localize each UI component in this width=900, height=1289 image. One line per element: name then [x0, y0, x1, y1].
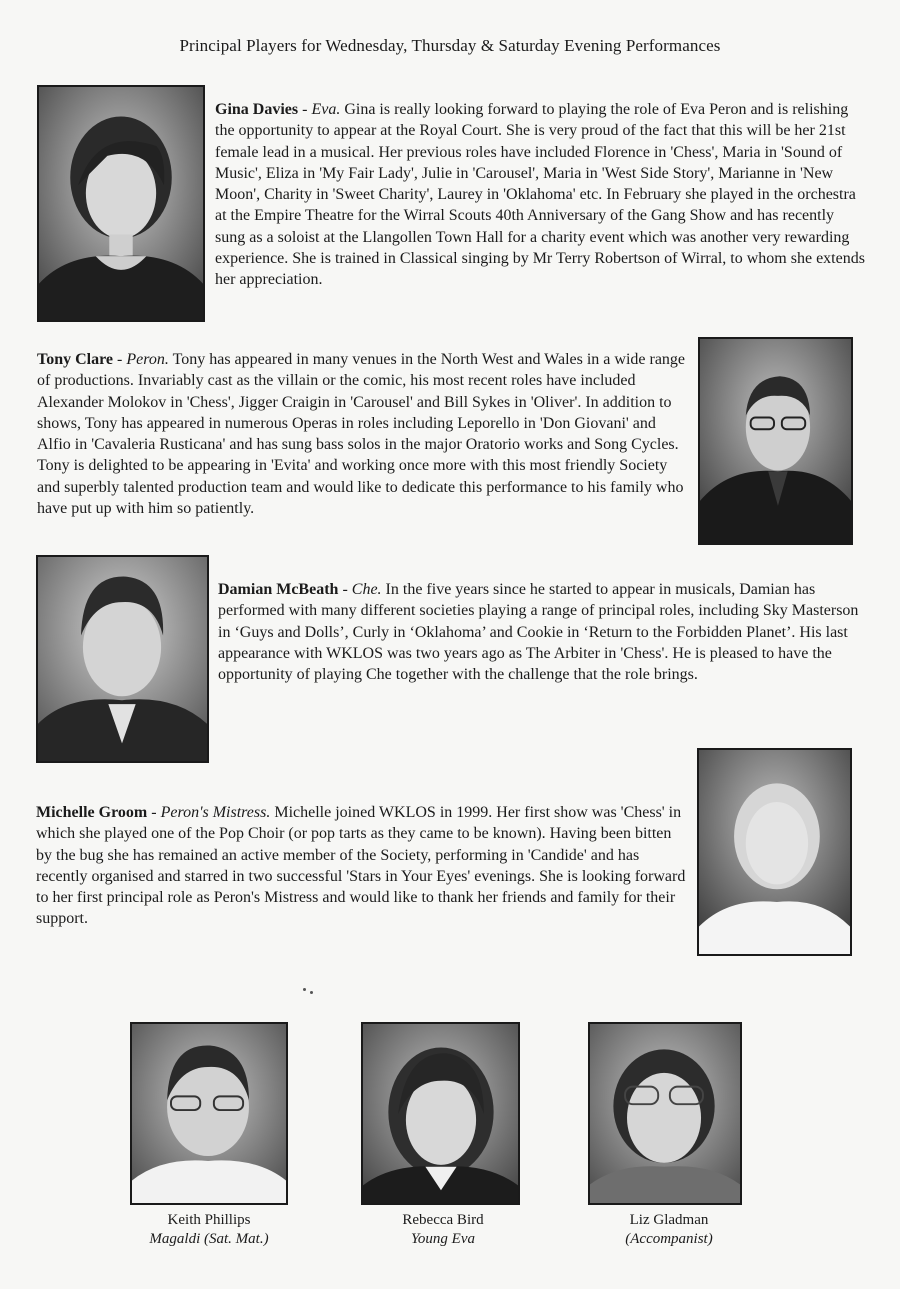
print-speck: [303, 988, 306, 991]
caption-role: Magaldi (Sat. Mat.): [149, 1231, 269, 1247]
name-separator: -: [338, 581, 352, 598]
caption-liz-gladman: [569, 1211, 769, 1249]
portrait-photo-damian-mcbeath: [36, 555, 209, 763]
portrait-photo-michelle-groom: [697, 748, 852, 956]
name-separator: -: [298, 101, 312, 118]
player-role: Eva.: [311, 101, 341, 118]
caption-name: Keith Phillips: [167, 1212, 251, 1228]
player-role: Peron.: [126, 351, 169, 368]
player-bio-text: Gina is really looking forward to playing the role of Eva Peron and is relishing the opportunity to appear at the Royal Court. She is very proud of the fact that this will be her 21st female lead in a musical. Her previous roles have included Florence in 'Chess', Maria in 'Sound of Music', Eliza in 'My Fair Lady', Julie in 'Carousel', Maria in 'West Side Story', Marianne in 'New Moon', Charity in 'Sweet Charity', Laurey in 'Oklahoma' etc. In February she played in the orchestra at the Empire Theatre for the Wirral Scouts 40th Anniversary of the Gang Show and has recently sung as a soloist at the Llangollen Town Hall for a charity event which was another very rewarding experience. She is trained in Classical singing by Mr Terry Robertson of Wirral, to whom she extends her appreciation.: [215, 101, 865, 289]
caption-name: Liz Gladman: [629, 1212, 709, 1228]
portrait-photo-rebecca-bird: [361, 1022, 520, 1205]
portrait-photo-gina-davies: [37, 85, 205, 322]
name-separator: -: [113, 351, 127, 368]
player-role: Che.: [351, 581, 382, 598]
print-speck: [310, 991, 313, 994]
player-bio-text: Tony has appeared in many venues in the North West and Wales in a wide range of productions. Invariably cast as the villain or the comic, his most recent roles have included Alexander Molokov in 'Chess', Jigger Craigin in 'Carousel' and Bill Sykes in 'Oliver'. In addition to shows, Tony has appeared in numerous Operas in roles including Leporello in 'Don Giovani' and Alfio in 'Cavaleria Rusticana' and has sung bass solos in the major Oratorio works and Song Cycles. Tony is delighted to be appearing in 'Evita' and working once more with this most friendly Society and superbly talented production team and would like to dedicate this performance to his family who have put up with him so patiently.: [37, 351, 686, 518]
page-title: Principal Players for Wednesday, Thursday & Saturday Evening Performances: [179, 36, 721, 55]
player-name: Tony Clare: [37, 351, 114, 368]
portrait-photo-keith-phillips: [130, 1022, 288, 1205]
caption-role: (Accompanist): [625, 1231, 713, 1247]
player-name: Damian McBeath: [218, 581, 339, 598]
player-name: Michelle Groom: [36, 804, 148, 821]
caption-name: Rebecca Bird: [402, 1212, 484, 1228]
bio-damian-mcbeath: [218, 579, 863, 685]
caption-role: Young Eva: [410, 1231, 476, 1247]
player-role: Peron's Mistress.: [160, 804, 271, 821]
portrait-photo-tony-clare: [698, 337, 853, 545]
player-bio-text: Michelle joined WKLOS in 1999. Her first show was 'Chess' in which she played one of the Pop Choir (or pop tarts as they came to be known). Having been bitten by the bug she has remained an active member of the Society, performing in 'Candide' and has recently organised and starred in two successful 'Stars in Your Eyes' evenings. She is looking forward to her first principal role as Peron's Mistress and would like to thank her friends and family for their support.: [36, 804, 686, 928]
bio-gina-davies: [215, 99, 865, 291]
caption-rebecca-bird: [343, 1211, 543, 1249]
caption-keith-phillips: [109, 1211, 309, 1249]
bio-michelle-groom: [36, 802, 691, 930]
portrait-photo-liz-gladman: [588, 1022, 742, 1205]
bio-tony-clare: [37, 349, 689, 519]
name-separator: -: [147, 804, 161, 821]
player-name: Gina Davies: [215, 101, 299, 118]
player-bio-text: In the five years since he started to appear in musicals, Damian has performed with many different societies playing a range of principal roles, including Sky Masterson in ‘Guys and Dolls’, Curly in ‘Oklahoma’ and Cookie in ‘Return to the Forbidden Planet’. His last appearance with WKLOS was two years ago as The Arbiter in 'Chess'. He is pleased to have the opportunity of playing Che together with the challenge that the role brings.: [218, 581, 859, 684]
